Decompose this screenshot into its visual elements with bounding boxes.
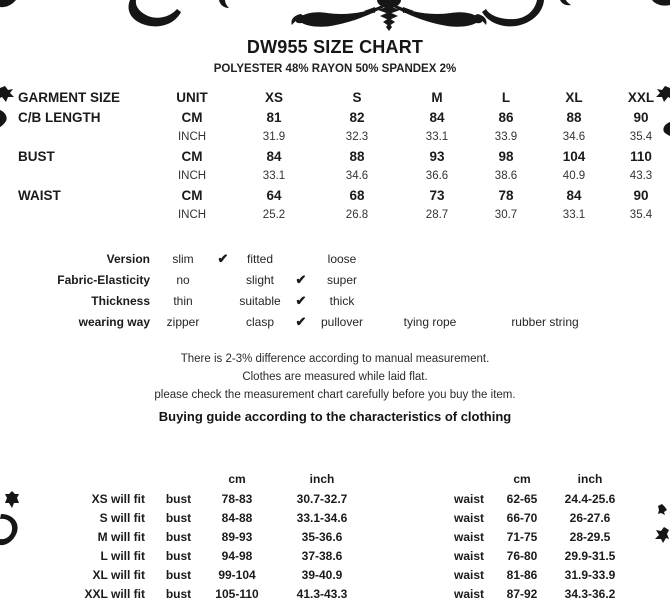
attr-option: super bbox=[326, 272, 358, 287]
fit-size-label: L will fit bbox=[100, 548, 145, 563]
top-flourish-ornament-icon bbox=[0, 0, 670, 31]
check-icon: ✔ bbox=[295, 271, 307, 287]
unit-cell: INCH bbox=[177, 169, 207, 182]
table-row bbox=[18, 146, 670, 166]
note-line: There is 2-3% difference according to manual measurement. bbox=[180, 353, 490, 365]
value-cell: 104 bbox=[562, 148, 586, 164]
value-cell: 64 bbox=[266, 187, 282, 203]
header-s: S bbox=[352, 89, 362, 105]
value-cell: 32.3 bbox=[345, 130, 369, 143]
bust-inch-header: inch bbox=[309, 472, 335, 486]
measurement-notes bbox=[0, 350, 670, 404]
page-title: DW955 SIZE CHART bbox=[246, 37, 424, 57]
waist-label: waist bbox=[453, 586, 484, 601]
row-label: C/B LENGTH bbox=[18, 109, 101, 125]
waist-label: waist bbox=[453, 510, 484, 525]
value-cell: 26.8 bbox=[345, 208, 369, 221]
value-cell: 98 bbox=[498, 148, 514, 164]
table-row bbox=[18, 166, 670, 185]
unit-cell: CM bbox=[181, 148, 203, 164]
value-cell: 68 bbox=[349, 187, 365, 203]
table-row bbox=[18, 205, 670, 224]
value-cell: 78 bbox=[498, 187, 514, 203]
attr-label: wearing way bbox=[78, 314, 150, 329]
waist-label: waist bbox=[453, 529, 484, 544]
attr-option: slim bbox=[172, 251, 194, 266]
edge-flourish-icon bbox=[662, 122, 670, 136]
waist-cm-value: 71-75 bbox=[506, 529, 538, 544]
bust-label: bust bbox=[165, 586, 192, 601]
value-cell: 84 bbox=[429, 109, 445, 125]
value-cell: 25.2 bbox=[262, 208, 286, 221]
size-table bbox=[18, 87, 670, 224]
waist-cm-value: 81-86 bbox=[506, 567, 538, 582]
table-row bbox=[18, 127, 670, 146]
value-cell: 33.1 bbox=[562, 208, 586, 221]
attr-label: Fabric-Elasticity bbox=[57, 272, 150, 287]
value-cell: 43.3 bbox=[629, 169, 653, 182]
bust-inch-value: 30.7-32.7 bbox=[296, 491, 348, 506]
row-label: BUST bbox=[18, 148, 55, 164]
waist-cm-value: 76-80 bbox=[506, 548, 538, 563]
attribute-row-wearing-way bbox=[40, 311, 670, 332]
edge-flourish-icon bbox=[0, 86, 14, 102]
unit-cell: CM bbox=[181, 187, 203, 203]
bust-cm-value: 89-93 bbox=[221, 529, 253, 544]
value-cell: 110 bbox=[630, 148, 652, 164]
bust-inch-value: 39-40.9 bbox=[301, 567, 343, 582]
header-xs: XS bbox=[264, 89, 283, 105]
value-cell: 82 bbox=[349, 109, 365, 125]
note-line: Clothes are measured while laid flat. bbox=[242, 371, 428, 383]
bust-cm-value: 84-88 bbox=[221, 510, 253, 525]
value-cell: 86 bbox=[498, 109, 514, 125]
fit-row-xs bbox=[10, 489, 670, 508]
value-cell: 34.6 bbox=[345, 169, 369, 182]
fit-row-xl bbox=[10, 565, 670, 584]
unit-cell: INCH bbox=[177, 208, 207, 221]
header-l: L bbox=[501, 89, 511, 105]
buying-guide-heading: Buying guide according to the characteristics of clothing bbox=[158, 409, 512, 424]
attr-option: thin bbox=[173, 293, 193, 308]
waist-cm-value: 87-92 bbox=[506, 586, 538, 601]
attr-option: slight bbox=[245, 272, 274, 287]
header-xxl: XXL bbox=[627, 89, 655, 105]
value-cell: 33.1 bbox=[262, 169, 286, 182]
attr-option: no bbox=[176, 272, 190, 287]
fit-table bbox=[10, 469, 670, 601]
attr-option: rubber string bbox=[511, 314, 579, 329]
bust-label: bust bbox=[165, 567, 192, 582]
value-cell: 40.9 bbox=[562, 169, 586, 182]
fit-row-l bbox=[10, 546, 670, 565]
fit-row-xxl bbox=[10, 584, 670, 601]
attr-option: tying rope bbox=[403, 314, 457, 329]
waist-inch-header: inch bbox=[577, 472, 603, 486]
attributes-table bbox=[40, 248, 670, 332]
bust-cm-header: cm bbox=[228, 472, 246, 486]
edge-flourish-icon bbox=[658, 504, 667, 515]
fit-size-label: XXL will fit bbox=[84, 586, 145, 601]
value-cell: 88 bbox=[349, 148, 365, 164]
fit-row-m bbox=[10, 527, 670, 546]
fit-size-label: XS will fit bbox=[91, 491, 145, 506]
value-cell: 38.6 bbox=[494, 169, 518, 182]
unit-cell: CM bbox=[181, 109, 203, 125]
attr-option: suitable bbox=[239, 293, 281, 308]
fit-size-label: XL will fit bbox=[92, 567, 145, 582]
fit-size-label: S will fit bbox=[99, 510, 145, 525]
bust-cm-value: 105-110 bbox=[215, 586, 259, 601]
header-m: M bbox=[431, 89, 443, 105]
bust-inch-value: 35-36.6 bbox=[301, 529, 343, 544]
bust-label: bust bbox=[165, 548, 192, 563]
attr-option: pullover bbox=[320, 314, 364, 329]
bust-inch-value: 37-38.6 bbox=[301, 548, 343, 563]
edge-flourish-icon bbox=[0, 110, 9, 127]
unit-cell: INCH bbox=[177, 130, 207, 143]
value-cell: 31.9 bbox=[262, 130, 286, 143]
value-cell: 84 bbox=[566, 187, 582, 203]
fabric-composition: POLYESTER 48% RAYON 50% SPANDEX 2% bbox=[213, 63, 457, 75]
bust-inch-value: 33.1-34.6 bbox=[296, 510, 348, 525]
waist-label: waist bbox=[453, 567, 484, 582]
bust-label: bust bbox=[165, 529, 192, 544]
bust-inch-value: 41.3-43.3 bbox=[296, 586, 348, 601]
waist-cm-value: 62-65 bbox=[506, 491, 538, 506]
waist-cm-header: cm bbox=[513, 472, 531, 486]
bust-label: bust bbox=[165, 510, 192, 525]
waist-inch-value: 29.9-31.5 bbox=[564, 548, 616, 563]
value-cell: 35.4 bbox=[629, 208, 653, 221]
waist-inch-value: 26-27.6 bbox=[569, 510, 611, 525]
fit-row-s bbox=[10, 508, 670, 527]
check-icon: ✔ bbox=[295, 292, 307, 308]
check-icon: ✔ bbox=[295, 313, 307, 329]
value-cell: 84 bbox=[266, 148, 282, 164]
attribute-row-thickness bbox=[40, 290, 670, 311]
value-cell: 36.6 bbox=[425, 169, 449, 182]
waist-inch-value: 31.9-33.9 bbox=[564, 567, 616, 582]
header-garment-size: GARMENT SIZE bbox=[18, 89, 121, 105]
header-unit: UNIT bbox=[176, 89, 208, 105]
edge-flourish-icon bbox=[656, 86, 670, 102]
attr-option: fitted bbox=[246, 251, 273, 266]
waist-inch-value: 28-29.5 bbox=[569, 529, 611, 544]
attr-label: Thickness bbox=[91, 293, 150, 308]
bust-label: bust bbox=[165, 491, 192, 506]
value-cell: 33.9 bbox=[494, 130, 518, 143]
waist-label: waist bbox=[453, 491, 484, 506]
value-cell: 34.6 bbox=[562, 130, 586, 143]
attr-option: loose bbox=[327, 251, 357, 266]
bust-cm-value: 78-83 bbox=[221, 491, 253, 506]
attr-option: clasp bbox=[245, 314, 274, 329]
value-cell: 30.7 bbox=[494, 208, 518, 221]
value-cell: 93 bbox=[429, 148, 445, 164]
attr-option: thick bbox=[329, 293, 355, 308]
value-cell: 73 bbox=[429, 187, 445, 203]
value-cell: 90 bbox=[633, 187, 649, 203]
fit-size-label: M will fit bbox=[97, 529, 145, 544]
edge-flourish-icon bbox=[0, 513, 20, 546]
value-cell: 28.7 bbox=[425, 208, 449, 221]
attr-option: zipper bbox=[166, 314, 200, 329]
value-cell: 90 bbox=[633, 109, 649, 125]
value-cell: 88 bbox=[566, 109, 582, 125]
bust-cm-value: 94-98 bbox=[221, 548, 253, 563]
value-cell: 33.1 bbox=[425, 130, 449, 143]
attribute-row-version bbox=[40, 248, 670, 269]
edge-flourish-icon bbox=[653, 527, 669, 543]
size-table-header-row bbox=[18, 87, 670, 107]
attribute-row-fabric-elasticity bbox=[40, 269, 670, 290]
check-icon: ✔ bbox=[217, 250, 229, 266]
value-cell: 35.4 bbox=[629, 130, 653, 143]
edge-flourish-icon bbox=[5, 491, 19, 508]
waist-label: waist bbox=[453, 548, 484, 563]
waist-inch-value: 34.3-36.2 bbox=[564, 586, 616, 601]
fit-table-header-row bbox=[10, 469, 670, 489]
bust-cm-value: 99-104 bbox=[218, 567, 256, 582]
table-row bbox=[18, 185, 670, 205]
table-row bbox=[18, 107, 670, 127]
value-cell: 81 bbox=[266, 109, 282, 125]
row-label: WAIST bbox=[18, 187, 61, 203]
waist-inch-value: 24.4-25.6 bbox=[564, 491, 616, 506]
note-line: please check the measurement chart carefully before you buy the item. bbox=[154, 389, 516, 401]
attr-label: Version bbox=[106, 251, 150, 266]
header-xl: XL bbox=[565, 89, 583, 105]
waist-cm-value: 66-70 bbox=[506, 510, 538, 525]
